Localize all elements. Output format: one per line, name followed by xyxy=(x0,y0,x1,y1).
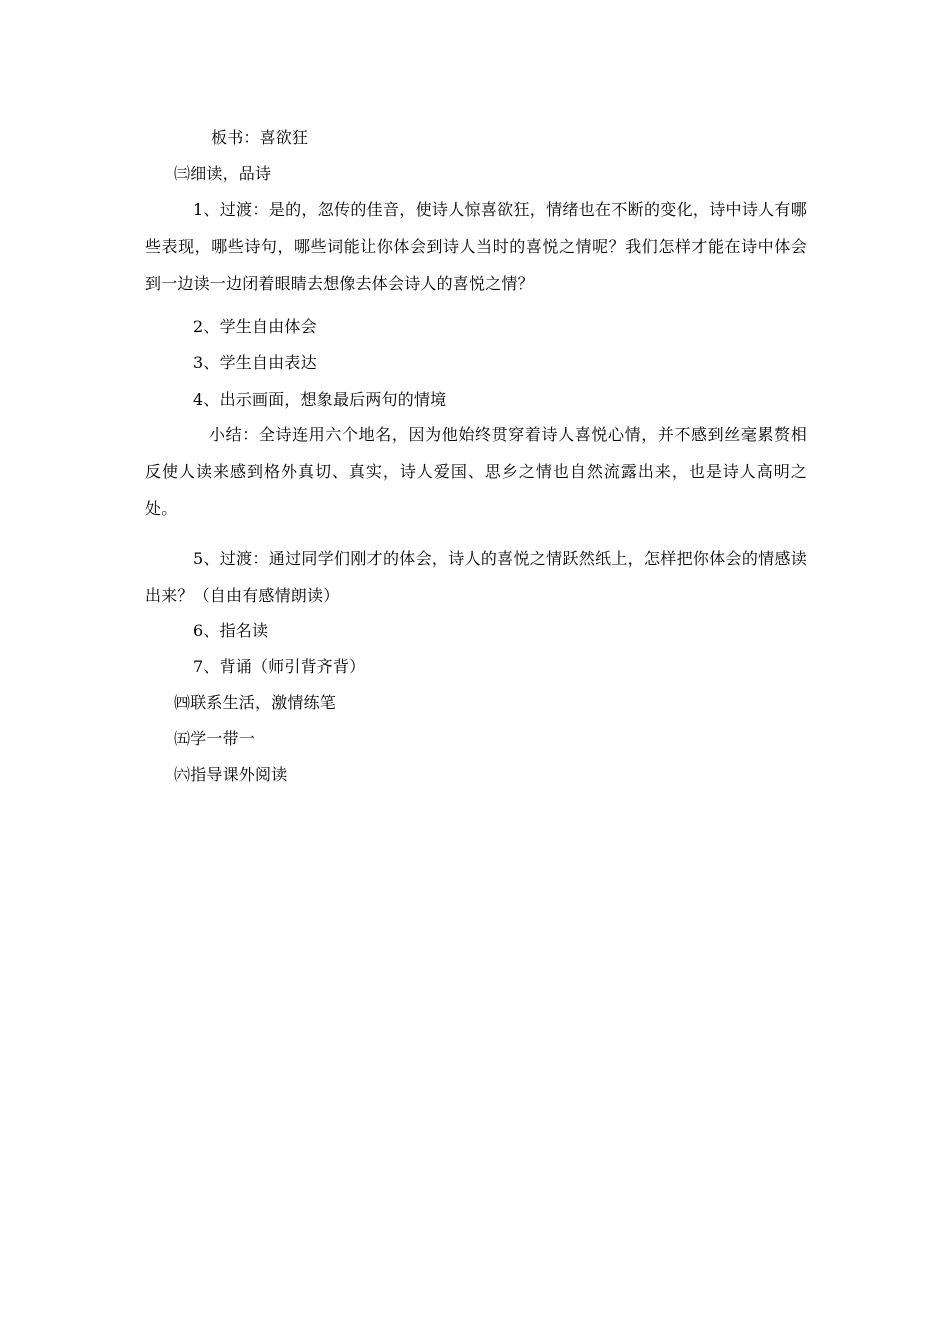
list-item-4: 4、出示画面，想象最后两句的情境 xyxy=(193,390,447,409)
board-note: 板书：喜欲狂 xyxy=(211,128,309,147)
summary-paragraph: 小结：全诗连用六个地名，因为他始终贯穿着诗人喜悦心情，并不感到丝毫累赘相反使人读来感到格外真切、真实，诗人爱国、思乡之情也自然流露出来，也是诗人高明之处。 xyxy=(145,425,807,518)
paragraph-item-5: 5、过渡：通过同学们刚才的体会，诗人的喜悦之情跃然纸上，怎样把你体会的情感读出来？（自由有感情朗读） xyxy=(145,549,807,605)
section-heading-5: ㈤学一带一 xyxy=(174,729,256,748)
section-heading-3: ㈢细读，品诗 xyxy=(174,164,272,183)
list-item-3: 3、学生自由表达 xyxy=(193,353,317,372)
paragraph-item-1: 1、过渡：是的，忽传的佳音，使诗人惊喜欲狂，情绪也在不断的变化，诗中诗人有哪些表现，哪些诗句，哪些词能让你体会到诗人当时的喜悦之情呢？我们怎样才能在诗中体会到一边读一边闭着眼睛去想像去体会诗人的喜悦之情？ xyxy=(145,200,807,293)
section-heading-6: ㈥指导课外阅读 xyxy=(174,765,288,784)
list-item-7: 7、背诵（师引背齐背） xyxy=(193,657,366,676)
list-item-2: 2、学生自由体会 xyxy=(193,317,317,336)
list-item-6: 6、指名读 xyxy=(193,621,269,640)
section-heading-4: ㈣联系生活，激情练笔 xyxy=(174,693,337,712)
